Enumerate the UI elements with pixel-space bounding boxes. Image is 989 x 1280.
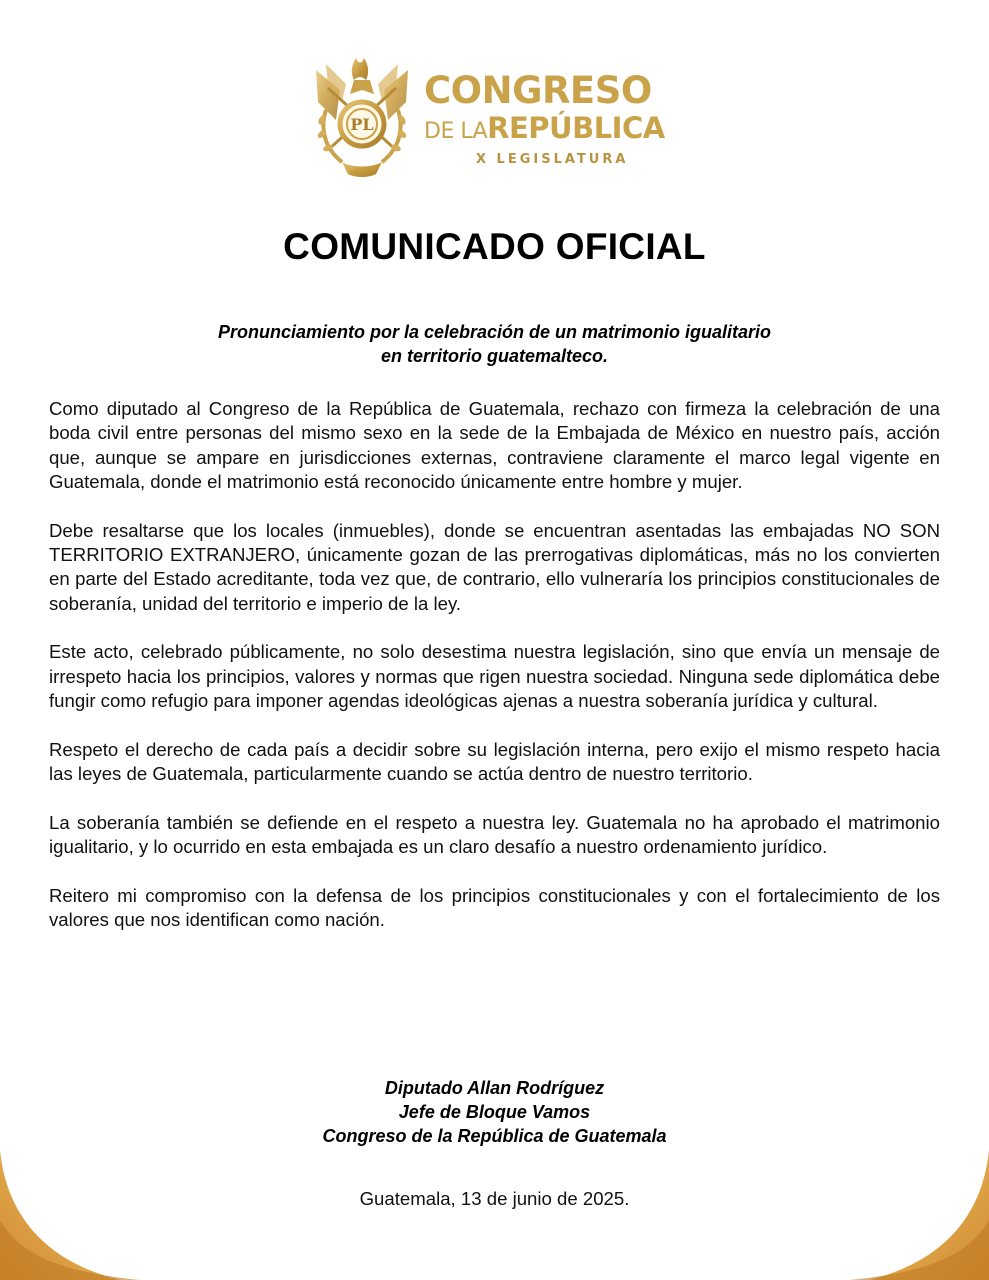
subtitle-line-2: en territorio guatemalteco. [380, 346, 609, 366]
signature-block [0, 1076, 989, 1148]
subtitle [0, 320, 989, 368]
subtitle-line-1: Pronunciamiento por la celebración de un matrimonio igualitario [217, 322, 772, 342]
paragraph-3: Este acto, celebrado públicamente, no solo desestima nuestra legislación, sino que envía un mensaje de irrespeto hacia los principios, valores y normas que rigen nuestra sociedad. Ninguna sede diplomática debe fungir como refugio para imponer agendas ideológicas ajenas a nuestra soberanía jurídica y cultural. [49, 641, 940, 711]
signature-institution: Congreso de la República de Guatemala [322, 1126, 667, 1146]
paragraph-4: Respeto el derecho de cada país a decidir sobre su legislación interna, pero exijo el mismo respeto hacia las leyes de Guatemala, particularmente cuando se actúa dentro de nuestro territorio. [49, 738, 940, 785]
paragraph-1: Como diputado al Congreso de la República de Guatemala, rechazo con firmeza la celebración de una boda civil entre personas del mismo sexo en la sede de la Embajada de México en nuestro país, acción que, aunque se ampare en jurisdicciones externas, contraviene claramente el marco legal vigente en Guatemala, donde el matrimonio está reconocido únicamente entre hombre y mujer. [49, 398, 940, 492]
paragraph-6: Reitero mi compromiso con la defensa de los principios constitucionales y con el fortalecimiento de los valores que nos identifican como nación. [49, 884, 940, 931]
statement-body [49, 397, 940, 957]
brand-de-la: DE LA [424, 119, 488, 144]
paragraph-5: La soberanía también se defiende en el respeto a nuestra ley. Guatemala no ha aprobado el matrimonio igualitario, y lo ocurrido en esta embajada es un claro desafío a nuestro ordenamiento jurídico. [49, 811, 940, 858]
brand-congreso: CONGRESO [424, 69, 652, 112]
paragraph-2: Debe resaltarse que los locales (inmuebles), donde se encuentran asentadas las embajadas NO SON TERRITORIO EXTRANJERO, únicamente gozan de las prerrogativas diplomáticas, más no los convierten en parte del Estado acreditante, toda vez que, de contrario, ello vulneraría los principios constitucionales de soberanía, unidad del territorio e imperio de la ley. [49, 519, 940, 614]
brand-legislatura: X LEGISLATURA [476, 152, 629, 167]
gold-corner-left-icon [0, 1150, 140, 1280]
congress-emblem-icon [306, 50, 418, 182]
gold-corner-right-icon [849, 1150, 989, 1280]
congress-wordmark [424, 69, 684, 167]
signature-name: Diputado Allan Rodríguez [384, 1078, 605, 1098]
brand-de-la-republica [424, 110, 684, 146]
brand-republica: REPÚBLICA [487, 111, 665, 145]
signature-role: Jefe de Bloque Vamos [398, 1102, 591, 1122]
page-title: COMUNICADO OFICIAL [283, 226, 706, 267]
emblem-monogram: PL [350, 115, 374, 134]
document-date: Guatemala, 13 de junio de 2025. [359, 1188, 630, 1209]
